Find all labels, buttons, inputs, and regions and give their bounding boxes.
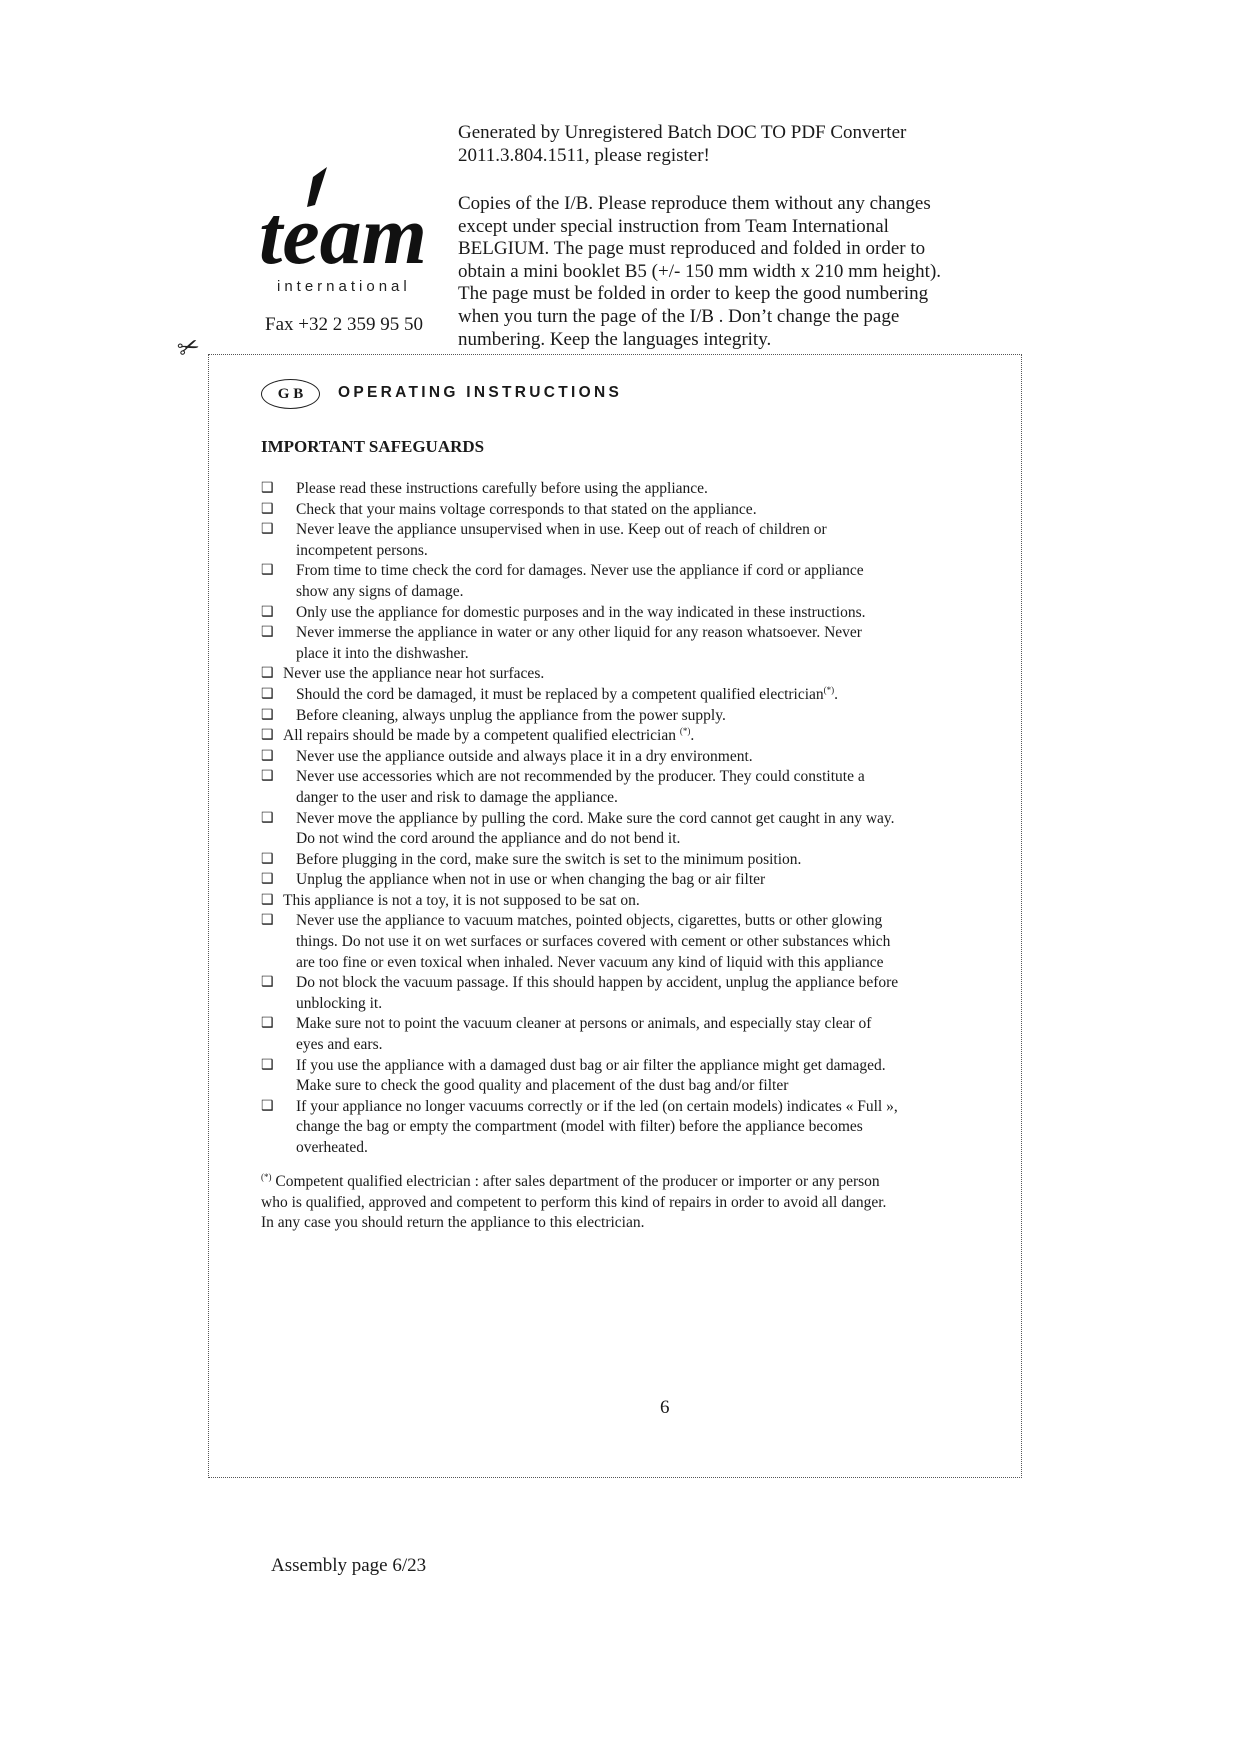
list-item-line: Never use the appliance near hot surfaces. <box>283 665 545 683</box>
footnote-text: who is qualified, approved and competent to perform this kind of repairs in order to avoid all danger. <box>261 1193 887 1211</box>
list-item-text <box>296 747 1001 768</box>
list-item <box>261 973 1001 1014</box>
list-item-line: Check that your mains voltage corresponds to that stated on the appliance. <box>296 500 757 518</box>
list-item-line: If your appliance no longer vacuums correctly or if the led (on certain models) indicates « Full », <box>296 1097 898 1115</box>
generated-notice <box>458 122 978 167</box>
checkbox-icon: ❑ <box>261 707 274 723</box>
list-item-line: Do not block the vacuum passage. If this should happen by accident, unplug the appliance before <box>296 974 899 992</box>
copies-line: obtain a mini booklet B5 (+/- 150 mm width x 210 mm height). <box>458 260 942 282</box>
copies-line: except under special instruction from Team International <box>458 215 889 237</box>
list-item-text <box>296 479 1001 500</box>
list-item-text <box>296 850 1001 871</box>
list-item <box>261 685 1001 706</box>
checkbox-icon: ❑ <box>261 501 274 517</box>
list-item-line: place it into the dishwasher. <box>296 644 469 662</box>
generated-line-1: Generated by Unregistered Batch DOC TO PDF Converter <box>458 122 907 143</box>
assembly-page: Assembly page 6/23 <box>271 1555 427 1576</box>
checkbox-icon: ❑ <box>261 851 274 867</box>
list-item <box>261 870 1001 891</box>
copies-line: The page must be folded in order to keep the good numbering <box>458 283 929 305</box>
footnote <box>261 1172 1001 1234</box>
copies-line: numbering. Keep the languages integrity. <box>458 328 772 350</box>
list-item-text <box>296 1097 1001 1159</box>
list-item-line: Before plugging in the cord, make sure the switch is set to the minimum position. <box>296 850 802 868</box>
checkbox-icon: ❑ <box>261 481 274 496</box>
list-item-line: danger to the user and risk to damage the appliance. <box>296 788 618 806</box>
list-item-text <box>296 767 1001 808</box>
list-item <box>261 1014 1001 1055</box>
list-item-text <box>283 726 1001 747</box>
list-item-text <box>296 1014 1001 1055</box>
checkbox-icon: ❑ <box>261 666 274 682</box>
list-item-text <box>296 1056 1001 1097</box>
footnote-marker: (*) <box>679 725 691 736</box>
list-item-line: Never use the appliance to vacuum matches, pointed objects, cigarettes, butts or other glowing <box>296 912 883 930</box>
list-item-suffix: . <box>690 727 695 745</box>
list-item-line: If you use the appliance with a damaged dust bag or air filter the appliance might get damaged. <box>296 1056 886 1074</box>
list-item-text <box>296 603 1001 624</box>
list-item-line: From time to time check the cord for damages. Never use the appliance if cord or appliance <box>296 562 864 580</box>
list-item <box>261 623 1001 664</box>
list-item-line: are too fine or even toxical when inhaled. Never vacuum any kind of liquid with this appliance <box>296 953 884 971</box>
section-heading: IMPORTANT SAFEGUARDS <box>261 437 485 456</box>
page-number: 6 <box>660 1397 670 1418</box>
list-item <box>261 1097 1001 1159</box>
list-item-line: Never immerse the appliance in water or any other liquid for any reason whatsoever. Never <box>296 624 862 642</box>
list-item-line: Make sure to check the good quality and placement of the dust bag and/or filter <box>296 1077 789 1095</box>
list-item <box>261 747 1001 768</box>
list-item-text <box>296 623 1001 664</box>
copies-instructions <box>458 193 978 351</box>
list-item-line: Do not wind the cord around the appliance and do not bend it. <box>296 830 681 848</box>
logo-word: team <box>259 189 427 282</box>
list-item-line: Never use accessories which are not recommended by the producer. They could constitute a <box>296 768 865 786</box>
list-item-line: things. Do not use it on wet surfaces or surfaces covered with cement or other substances which <box>296 933 891 951</box>
list-item <box>261 891 1001 912</box>
checkbox-icon: ❑ <box>261 1098 274 1114</box>
list-item-suffix: . <box>834 685 839 703</box>
list-item-line: show any signs of damage. <box>296 582 464 600</box>
list-item-line: overheated. <box>296 1139 368 1156</box>
checkbox-icon: ❑ <box>261 728 274 744</box>
list-item-line: unblocking it. <box>296 994 383 1012</box>
list-item-text <box>283 891 1001 912</box>
list-item-text <box>296 911 1001 973</box>
logo-subtitle: international <box>277 278 411 295</box>
list-item <box>261 561 1001 602</box>
list-item-line: Only use the appliance for domestic purposes and in the way indicated in these instructions. <box>296 603 866 621</box>
checkbox-icon: ❑ <box>261 872 274 888</box>
list-item-line: Unplug the appliance when not in use or when changing the bag or air filter <box>296 871 766 889</box>
list-item-text <box>296 500 1001 521</box>
footnote-marker: (*) <box>823 684 835 695</box>
team-international-logo <box>255 165 435 300</box>
list-item <box>261 726 1001 747</box>
list-item-text <box>296 520 1001 561</box>
list-item-text <box>283 664 1001 685</box>
list-item-line: eyes and ears. <box>296 1036 383 1054</box>
footnote-text: In any case you should return the appliance to this electrician. <box>261 1214 645 1232</box>
list-item-line: Never leave the appliance unsupervised when in use. Keep out of reach of children or <box>296 521 827 539</box>
checkbox-icon: ❑ <box>261 975 274 991</box>
footnote-marker: (*) <box>261 1171 272 1182</box>
footnote-line <box>261 1172 1001 1193</box>
checkbox-icon: ❑ <box>261 1016 274 1032</box>
checkbox-icon: ❑ <box>261 625 274 641</box>
list-item-text <box>296 870 1001 891</box>
list-item <box>261 706 1001 727</box>
list-item-line: Make sure not to point the vacuum cleaner at persons or animals, and especially stay clear of <box>296 1015 872 1033</box>
list-item-line: Never use the appliance outside and always place it in a dry environment. <box>296 747 753 765</box>
list-item-line: change the bag or empty the compartment (model with filter) before the appliance becomes <box>296 1118 863 1136</box>
list-item-line: Before cleaning, always unplug the appliance from the power supply. <box>296 706 726 724</box>
list-item <box>261 500 1001 521</box>
list-item-text <box>296 973 1001 1014</box>
fax-number: Fax +32 2 359 95 50 <box>265 314 423 335</box>
page-title: OPERATING INSTRUCTIONS <box>338 384 623 401</box>
checkbox-icon: ❑ <box>261 769 274 785</box>
footnote-text: Competent qualified electrician : after sales department of the producer or importer or any person <box>271 1173 880 1190</box>
footnote-line <box>261 1193 1001 1214</box>
safeguard-list <box>261 479 1001 1159</box>
list-item-line: Should the cord be damaged, it must be replaced by a competent qualified electrician(*). <box>296 684 839 703</box>
checkbox-icon: ❑ <box>261 604 274 620</box>
checkbox-icon: ❑ <box>261 913 274 929</box>
list-item <box>261 1056 1001 1097</box>
copies-line: BELGIUM. The page must reproduced and folded in order to <box>458 238 926 260</box>
checkbox-icon: ❑ <box>261 892 274 908</box>
list-item-text <box>296 809 1001 850</box>
checkbox-icon: ❑ <box>261 1057 274 1073</box>
list-item <box>261 911 1001 973</box>
list-item <box>261 767 1001 808</box>
list-item-line: Never move the appliance by pulling the cord. Make sure the cord cannot get caught in any way. <box>296 809 895 827</box>
list-item <box>261 520 1001 561</box>
list-item-text <box>296 685 1001 706</box>
scissors-icon: ✂ <box>173 330 204 365</box>
language-badge: G B <box>261 379 320 409</box>
list-item-text <box>296 561 1001 602</box>
list-item <box>261 850 1001 871</box>
checkbox-icon: ❑ <box>261 810 274 826</box>
list-item <box>261 664 1001 685</box>
list-item-text <box>296 706 1001 727</box>
footnote-line <box>261 1213 1001 1234</box>
list-item-line: This appliance is not a toy, it is not supposed to be sat on. <box>283 891 640 909</box>
checkbox-icon: ❑ <box>261 748 274 764</box>
list-item <box>261 603 1001 624</box>
checkbox-icon: ❑ <box>261 522 274 538</box>
list-item <box>261 809 1001 850</box>
checkbox-icon: ❑ <box>261 563 274 579</box>
checkbox-icon: ❑ <box>261 686 274 702</box>
generated-line-2: 2011.3.804.1511, please register! <box>458 144 710 166</box>
copies-line: when you turn the page of the I/B . Don’t change the page <box>458 305 900 327</box>
list-item-line: All repairs should be made by a competent qualified electrician (*). <box>283 725 695 745</box>
list-item-line: Please read these instructions carefully before using the appliance. <box>296 480 708 497</box>
copies-line: Copies of the I/B. Please reproduce them without any changes <box>458 193 931 214</box>
list-item <box>261 479 1001 500</box>
list-item-line: incompetent persons. <box>296 541 428 559</box>
